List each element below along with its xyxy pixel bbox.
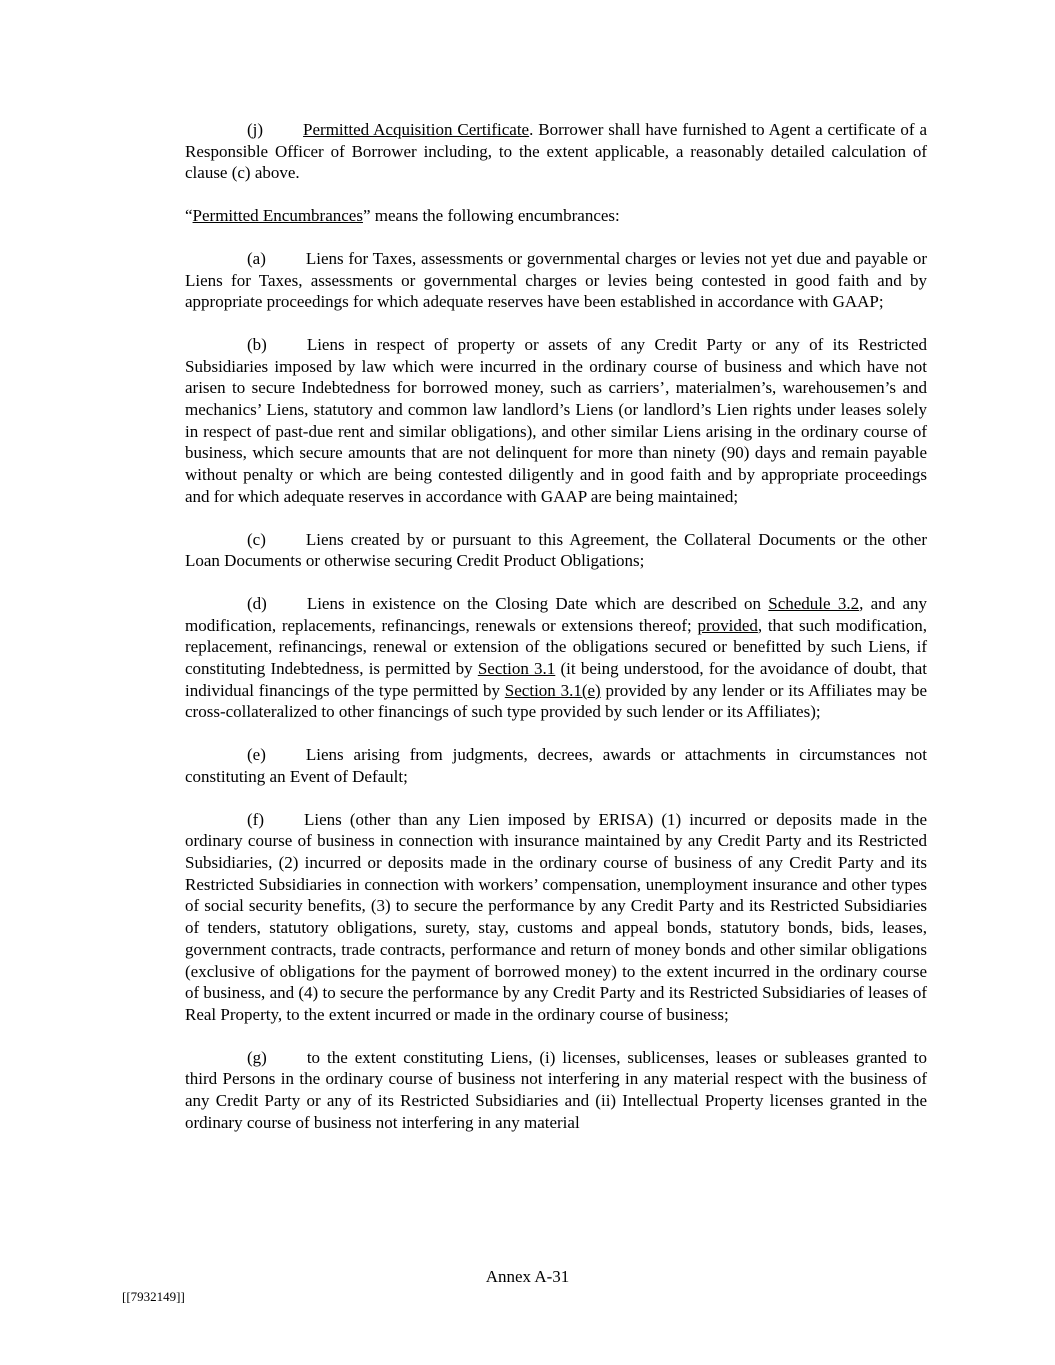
schedule-3-2-reference: Schedule 3.2 <box>768 593 860 613</box>
clause-label: (c) <box>247 529 266 549</box>
paragraph-text: Liens in respect of property or assets of any Credit Party or any of its Restricted Subsidiaries imposed by law which were incurred in the ordinary course of business and which have not arisen to secure Indebtedness for borrowed money, such as carriers’, materialmen’s, warehousemen’s and mechanics’ Liens, statutory and common law landlord’s Liens (or landlord’s Lien rights under leases solely in respect of past-due rent and similar obligations), and other similar Liens arising in the ordinary course of business, which secure amounts that are not delinquent for more than ninety (90) days and remain payable without penalty or which are being contested diligently and in good faith and by appropriate proceedings and for which adequate reserves in accordance with GAAP are being maintained; <box>185 334 927 506</box>
paragraph-clause-d <box>185 593 927 723</box>
paragraph-clause-b <box>185 334 927 508</box>
document-id-stamp: [[7932149]] <box>122 1289 185 1304</box>
paragraph-clause-c <box>185 529 927 572</box>
clause-label: (f) <box>247 809 264 829</box>
open-quote: “ <box>185 206 193 226</box>
paragraph-clause-f <box>185 809 927 1026</box>
clause-label: (e) <box>247 745 266 765</box>
paragraph-clause-e <box>185 744 927 787</box>
paragraph-definition-intro <box>185 205 927 227</box>
clause-label: (g) <box>247 1047 267 1067</box>
paragraph-text: . Borrower shall have furnished to Agent a certificate of a Responsible Officer of Borrower including, to the extent applicable, a reasonably detailed calculation of clause (c) above. <box>185 120 927 183</box>
paragraph-text: provided by any lender or its Affiliates may be cross-collateralized to other financings of such type provided by such lender or its Affiliates); <box>185 680 927 722</box>
defined-term-permitted-acquisition-certificate: Permitted Acquisition Certificate <box>303 120 530 139</box>
paragraph-clause-j <box>185 119 927 184</box>
paragraph-text: , and any modification, replacements, refinancings, renewals or extensions thereof; <box>185 593 927 635</box>
proviso-term: provided <box>697 615 758 635</box>
paragraph-text: Liens created by or pursuant to this Agreement, the Collateral Documents or the other Loan Documents or otherwise securing Credit Product Obligations; <box>185 529 927 571</box>
page-number-annex-label: Annex A-31 <box>485 1267 570 1286</box>
paragraph-text: Liens arising from judgments, decrees, awards or attachments in circumstances not constituting an Event of Default; <box>185 745 927 786</box>
paragraph-text: (it being understood, for the avoidance of doubt, that individual financings of the type permitted by <box>185 659 928 700</box>
paragraph-text: to the extent constituting Liens, (i) licenses, sublicenses, leases or subleases granted to third Persons in the ordinary course of business not interfering in any material respect with the business of any Credit Party or any of its Restricted Subsidiaries and (ii) Intellectual Property licenses granted in the ordinary course of business not interfering in any material <box>185 1047 927 1132</box>
paragraph-text: ” means the following encumbrances: <box>362 206 620 226</box>
paragraph-text: Liens in existence on the Closing Date which are described on <box>306 593 769 613</box>
section-3-1-reference: Section 3.1 <box>477 659 556 679</box>
paragraph-text: , that such modification, replacement, refinancings, renewal or extension of the obligations secured or benefitted by such Liens, if constituting Indebtedness, is permitted by <box>185 615 928 679</box>
paragraph-text: Liens for Taxes, assessments or governmental charges or levies not yet due and payable or Liens for Taxes, assessments or governmental charges or levies being contested in good faith and by appropriate proceedings for which adequate reserves have been established in accordance with GAAP; <box>185 248 927 312</box>
defined-term-permitted-encumbrances: Permitted Encumbrances <box>192 206 363 226</box>
paragraph-text: Liens (other than any Lien imposed by ERISA) (1) incurred or deposits made in the ordinary course of business in connection with insurance maintained by any Credit Party and its Restricted Subsidiaries, (2) incurred or deposits made in the ordinary course of business of any Credit Party and its Restricted Subsidiaries in connection with workers’ compensation, unemployment insurance and other types of social security benefits, (3) to secure the performance by any Credit Party and its Restricted Subsidiaries of tenders, statutory obligations, surety, stay, customs and appeal bonds, statutory bonds, bids, leases, government contracts, trade contracts, performance and return of money bonds and other similar obligations (exclusive of obligations for the payment of borrowed money) to the extent incurred in the ordinary course of business, and (4) to secure the performance by any Credit Party and its Restricted Subsidiaries of leases of Real Property, to the extent incurred or made in the ordinary course of business; <box>185 809 927 1024</box>
clause-label: (d) <box>247 593 267 613</box>
page-body-text <box>185 119 927 1154</box>
clause-label: (j) <box>247 120 264 139</box>
paragraph-clause-g <box>185 1047 927 1134</box>
section-3-1-e-reference: Section 3.1(e) <box>504 680 601 700</box>
paragraph-clause-a <box>185 248 927 313</box>
clause-label: (b) <box>247 334 267 354</box>
clause-label: (a) <box>247 248 266 268</box>
